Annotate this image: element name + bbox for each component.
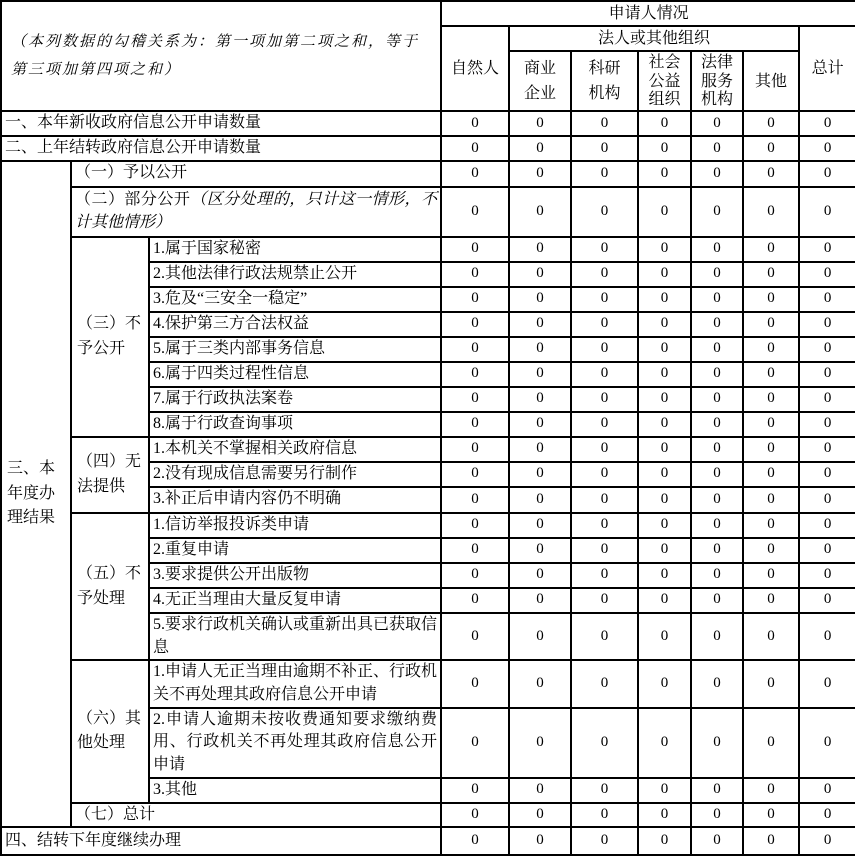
row-label xyxy=(149,262,441,287)
value-cell: 0 xyxy=(743,287,799,312)
value-cell: 0 xyxy=(743,538,799,563)
row-label-text: 四、结转下年度继续办理 xyxy=(5,831,182,849)
legal-org-header: 法人或其他组织 xyxy=(509,26,799,51)
value-cell: 0 xyxy=(571,613,638,660)
value-cell: 0 xyxy=(441,337,509,362)
value-cell: 0 xyxy=(441,660,509,707)
value-cell: 0 xyxy=(691,262,743,287)
value-cell: 0 xyxy=(571,111,638,136)
value-cell: 0 xyxy=(691,362,743,387)
value-cell: 0 xyxy=(509,563,571,588)
value-cell: 0 xyxy=(638,660,691,707)
row-label-text: 2.没有现成信息需要另行制作 xyxy=(153,464,358,482)
value-cell: 0 xyxy=(571,437,638,462)
value-cell: 0 xyxy=(441,462,509,487)
col-header-other xyxy=(743,51,799,111)
value-cell: 0 xyxy=(691,487,743,513)
row-label xyxy=(149,708,441,778)
value-cell: 0 xyxy=(509,312,571,337)
header-line: 其他 xyxy=(755,72,788,90)
value-cell: 0 xyxy=(571,708,638,778)
col-header-research-institution xyxy=(571,51,638,111)
row-label-text: 7.属于行政执法案卷 xyxy=(153,389,294,407)
col-header-lines xyxy=(747,52,795,110)
value-cell: 0 xyxy=(691,708,743,778)
value-cell: 0 xyxy=(799,803,855,828)
row-label-text: 5.属于三类内部事务信息 xyxy=(153,339,326,357)
value-cell: 0 xyxy=(638,563,691,588)
value-cell: 0 xyxy=(509,111,571,136)
header-line: 机构 xyxy=(588,85,621,103)
table-row xyxy=(1,187,855,237)
value-cell: 0 xyxy=(691,462,743,487)
value-cell: 0 xyxy=(691,412,743,437)
value-cell: 0 xyxy=(743,412,799,437)
row-label xyxy=(149,588,441,613)
col-header-natural-person: 自然人 xyxy=(441,26,509,111)
value-cell: 0 xyxy=(509,237,571,262)
value-cell: 0 xyxy=(571,337,638,362)
value-cell: 0 xyxy=(571,362,638,387)
value-cell: 0 xyxy=(638,337,691,362)
table-row xyxy=(1,827,855,855)
value-cell: 0 xyxy=(799,708,855,778)
row-label xyxy=(1,827,441,855)
col-header-total: 总计 xyxy=(799,26,855,111)
row-label-text: 3.危及“三安全一稳定” xyxy=(153,289,308,307)
value-cell: 0 xyxy=(799,513,855,538)
applicant-status-header: 申请人情况 xyxy=(441,1,855,26)
value-cell: 0 xyxy=(691,538,743,563)
value-cell: 0 xyxy=(638,111,691,136)
col-header-lines xyxy=(513,52,567,110)
value-cell: 0 xyxy=(638,588,691,613)
section-label: 三、本年度办理结果 xyxy=(1,161,71,827)
col-header-lines xyxy=(642,52,687,110)
relationship-note: （本列数据的勾稽关系为：第一项加第二项之和，等于第三项加第四项之和） xyxy=(1,1,441,111)
value-cell: 0 xyxy=(799,588,855,613)
row-label xyxy=(149,487,441,513)
row-label-text: 一、本年新收政府信息公开申请数量 xyxy=(5,114,262,132)
value-cell: 0 xyxy=(743,588,799,613)
value-cell: 0 xyxy=(509,136,571,161)
row-label-text: 1.信访举报投诉类申请 xyxy=(153,515,310,533)
row-label xyxy=(149,362,441,387)
value-cell: 0 xyxy=(441,262,509,287)
value-cell: 0 xyxy=(691,778,743,803)
value-cell: 0 xyxy=(743,708,799,778)
value-cell: 0 xyxy=(509,337,571,362)
value-cell: 0 xyxy=(571,161,638,187)
value-cell: 0 xyxy=(509,538,571,563)
value-cell: 0 xyxy=(743,563,799,588)
value-cell: 0 xyxy=(799,161,855,187)
table-body xyxy=(1,111,855,855)
value-cell: 0 xyxy=(638,136,691,161)
row-label-text: 4.保护第三方合法权益 xyxy=(153,314,310,332)
row-label xyxy=(71,803,441,828)
row-label-text: 2.重复申请 xyxy=(153,540,230,558)
value-cell: 0 xyxy=(509,778,571,803)
value-cell: 0 xyxy=(509,803,571,828)
value-cell: 0 xyxy=(691,588,743,613)
table-row xyxy=(1,111,855,136)
table-row xyxy=(1,803,855,828)
row-label-text: （二）部分公开 xyxy=(75,191,191,209)
value-cell: 0 xyxy=(743,262,799,287)
value-cell: 0 xyxy=(571,387,638,412)
value-cell: 0 xyxy=(441,538,509,563)
value-cell: 0 xyxy=(441,708,509,778)
value-cell: 0 xyxy=(441,237,509,262)
value-cell: 0 xyxy=(509,187,571,237)
value-cell: 0 xyxy=(571,803,638,828)
value-cell: 0 xyxy=(799,412,855,437)
value-cell: 0 xyxy=(799,337,855,362)
value-cell: 0 xyxy=(441,362,509,387)
value-cell: 0 xyxy=(691,287,743,312)
value-cell: 0 xyxy=(691,563,743,588)
value-cell: 0 xyxy=(638,613,691,660)
value-cell: 0 xyxy=(571,237,638,262)
value-cell: 0 xyxy=(441,778,509,803)
value-cell: 0 xyxy=(743,136,799,161)
value-cell: 0 xyxy=(743,803,799,828)
row-label xyxy=(1,136,441,161)
value-cell: 0 xyxy=(743,161,799,187)
row-label-text: 3.其他 xyxy=(153,780,198,798)
value-cell: 0 xyxy=(638,708,691,778)
value-cell: 0 xyxy=(799,187,855,237)
value-cell: 0 xyxy=(441,161,509,187)
value-cell: 0 xyxy=(691,387,743,412)
col-header-lines xyxy=(575,52,634,110)
value-cell: 0 xyxy=(799,262,855,287)
value-cell: 0 xyxy=(509,437,571,462)
group-label: （四）无法提供 xyxy=(71,437,149,513)
value-cell: 0 xyxy=(571,312,638,337)
value-cell: 0 xyxy=(638,513,691,538)
value-cell: 0 xyxy=(441,513,509,538)
value-cell: 0 xyxy=(571,513,638,538)
row-label xyxy=(71,187,441,237)
value-cell: 0 xyxy=(691,312,743,337)
table-row xyxy=(1,237,855,262)
row-label-text: 5.要求行政机关确认或重新出具已获取信息 xyxy=(153,615,438,656)
row-label-text: （一）予以公开 xyxy=(75,164,188,182)
value-cell: 0 xyxy=(441,412,509,437)
value-cell: 0 xyxy=(691,437,743,462)
value-cell: 0 xyxy=(571,538,638,563)
value-cell: 0 xyxy=(743,437,799,462)
value-cell: 0 xyxy=(441,287,509,312)
value-cell: 0 xyxy=(571,563,638,588)
value-cell: 0 xyxy=(691,337,743,362)
row-label xyxy=(149,613,441,660)
row-label-text: 6.属于四类过程性信息 xyxy=(153,364,310,382)
row-label xyxy=(149,312,441,337)
col-header-social-welfare-org xyxy=(638,51,691,111)
value-cell: 0 xyxy=(743,387,799,412)
row-label-text: 4.无正当理由大量反复申请 xyxy=(153,590,342,608)
value-cell: 0 xyxy=(799,136,855,161)
value-cell: 0 xyxy=(638,487,691,513)
header-line: 服务 xyxy=(701,72,734,90)
value-cell: 0 xyxy=(799,312,855,337)
value-cell: 0 xyxy=(571,827,638,855)
header-line: 企业 xyxy=(524,85,557,103)
value-cell: 0 xyxy=(691,827,743,855)
value-cell: 0 xyxy=(638,827,691,855)
header-line: 组织 xyxy=(648,91,681,109)
value-cell: 0 xyxy=(441,437,509,462)
value-cell: 0 xyxy=(799,462,855,487)
value-cell: 0 xyxy=(509,387,571,412)
row-label xyxy=(149,660,441,707)
row-label xyxy=(149,437,441,462)
row-label-text: 1.属于国家秘密 xyxy=(153,239,262,257)
value-cell: 0 xyxy=(509,613,571,660)
row-label xyxy=(149,287,441,312)
table-row xyxy=(1,136,855,161)
header-row-applicant xyxy=(1,1,855,26)
value-cell: 0 xyxy=(691,513,743,538)
row-label xyxy=(149,778,441,803)
value-cell: 0 xyxy=(638,262,691,287)
row-label xyxy=(71,161,441,187)
value-cell: 0 xyxy=(638,778,691,803)
value-cell: 0 xyxy=(743,660,799,707)
value-cell: 0 xyxy=(509,161,571,187)
value-cell: 0 xyxy=(691,187,743,237)
value-cell: 0 xyxy=(441,136,509,161)
col-header-legal-service-org xyxy=(691,51,743,111)
row-label-text: 2.申请人逾期未按收费通知要求缴纳费用、行政机关不再处理其政府信息公开申请 xyxy=(153,710,438,774)
value-cell: 0 xyxy=(509,660,571,707)
value-cell: 0 xyxy=(571,660,638,707)
value-cell: 0 xyxy=(743,111,799,136)
row-label xyxy=(149,387,441,412)
value-cell: 0 xyxy=(509,588,571,613)
value-cell: 0 xyxy=(743,237,799,262)
value-cell: 0 xyxy=(743,462,799,487)
value-cell: 0 xyxy=(509,412,571,437)
value-cell: 0 xyxy=(799,437,855,462)
value-cell: 0 xyxy=(441,487,509,513)
value-cell: 0 xyxy=(441,827,509,855)
value-cell: 0 xyxy=(509,262,571,287)
value-cell: 0 xyxy=(799,362,855,387)
row-label-text: 1.申请人无正当理由逾期不补正、行政机关不再处理其政府信息公开申请 xyxy=(153,663,438,703)
value-cell: 0 xyxy=(799,778,855,803)
value-cell: 0 xyxy=(691,136,743,161)
value-cell: 0 xyxy=(691,660,743,707)
value-cell: 0 xyxy=(691,237,743,262)
value-cell: 0 xyxy=(638,412,691,437)
value-cell: 0 xyxy=(691,161,743,187)
value-cell: 0 xyxy=(743,187,799,237)
value-cell: 0 xyxy=(743,613,799,660)
value-cell: 0 xyxy=(571,778,638,803)
row-label-text: 2.其他法律行政法规禁止公开 xyxy=(153,264,358,282)
value-cell: 0 xyxy=(638,437,691,462)
row-label-text: 3.补正后申请内容仍不明确 xyxy=(153,490,342,508)
value-cell: 0 xyxy=(799,111,855,136)
value-cell: 0 xyxy=(638,387,691,412)
table-row xyxy=(1,161,855,187)
value-cell: 0 xyxy=(799,538,855,563)
row-label-text: 1.本机关不掌握相关政府信息 xyxy=(153,439,358,457)
row-label xyxy=(149,563,441,588)
value-cell: 0 xyxy=(509,708,571,778)
value-cell: 0 xyxy=(743,827,799,855)
value-cell: 0 xyxy=(571,287,638,312)
value-cell: 0 xyxy=(638,161,691,187)
value-cell: 0 xyxy=(638,237,691,262)
value-cell: 0 xyxy=(691,613,743,660)
table-row xyxy=(1,660,855,707)
value-cell: 0 xyxy=(799,660,855,707)
value-cell: 0 xyxy=(509,287,571,312)
value-cell: 0 xyxy=(799,827,855,855)
table-row xyxy=(1,437,855,462)
header-line: 社会 xyxy=(648,53,681,71)
row-label xyxy=(1,111,441,136)
value-cell: 0 xyxy=(799,563,855,588)
value-cell: 0 xyxy=(509,487,571,513)
row-label xyxy=(149,337,441,362)
row-label xyxy=(149,538,441,563)
value-cell: 0 xyxy=(509,462,571,487)
col-header-lines xyxy=(695,52,739,110)
value-cell: 0 xyxy=(799,613,855,660)
value-cell: 0 xyxy=(509,513,571,538)
row-label-text: 8.属于行政查询事项 xyxy=(153,414,294,432)
value-cell: 0 xyxy=(743,337,799,362)
value-cell: 0 xyxy=(799,387,855,412)
header-line: 科研 xyxy=(588,59,621,77)
value-cell: 0 xyxy=(638,538,691,563)
value-cell: 0 xyxy=(691,803,743,828)
value-cell: 0 xyxy=(571,487,638,513)
value-cell: 0 xyxy=(638,187,691,237)
value-cell: 0 xyxy=(638,462,691,487)
value-cell: 0 xyxy=(743,778,799,803)
value-cell: 0 xyxy=(441,187,509,237)
value-cell: 0 xyxy=(638,312,691,337)
header-line: 商业 xyxy=(524,59,557,77)
value-cell: 0 xyxy=(441,803,509,828)
value-cell: 0 xyxy=(799,237,855,262)
value-cell: 0 xyxy=(441,588,509,613)
value-cell: 0 xyxy=(638,362,691,387)
row-label-text: （七）总计 xyxy=(75,805,156,823)
row-label xyxy=(149,237,441,262)
row-label xyxy=(149,513,441,538)
row-label xyxy=(149,412,441,437)
col-header-business-enterprise xyxy=(509,51,571,111)
value-cell: 0 xyxy=(571,187,638,237)
header-line: 公益 xyxy=(648,72,681,90)
row-label-text: 二、上年结转政府信息公开申请数量 xyxy=(5,139,262,157)
value-cell: 0 xyxy=(571,412,638,437)
value-cell: 0 xyxy=(441,387,509,412)
row-label xyxy=(149,462,441,487)
value-cell: 0 xyxy=(441,613,509,660)
value-cell: 0 xyxy=(799,287,855,312)
table-header xyxy=(1,1,855,111)
value-cell: 0 xyxy=(441,312,509,337)
value-cell: 0 xyxy=(799,487,855,513)
header-line: 机构 xyxy=(701,91,734,109)
value-cell: 0 xyxy=(743,513,799,538)
value-cell: 0 xyxy=(441,563,509,588)
value-cell: 0 xyxy=(571,462,638,487)
row-label-text: 3.要求提供公开出版物 xyxy=(153,565,310,583)
value-cell: 0 xyxy=(441,111,509,136)
value-cell: 0 xyxy=(743,487,799,513)
table-row xyxy=(1,513,855,538)
value-cell: 0 xyxy=(509,827,571,855)
value-cell: 0 xyxy=(571,136,638,161)
value-cell: 0 xyxy=(638,803,691,828)
header-line: 法律 xyxy=(701,53,734,71)
group-label: （五）不予处理 xyxy=(71,513,149,660)
value-cell: 0 xyxy=(743,362,799,387)
value-cell: 0 xyxy=(571,588,638,613)
value-cell: 0 xyxy=(638,287,691,312)
value-cell: 0 xyxy=(691,111,743,136)
row-label-note: （区分处理的，只计这一情形，不计其他情形） xyxy=(75,191,438,231)
group-label: （三）不予公开 xyxy=(71,237,149,437)
value-cell: 0 xyxy=(509,362,571,387)
value-cell: 0 xyxy=(571,262,638,287)
value-cell: 0 xyxy=(743,312,799,337)
group-label: （六）其他处理 xyxy=(71,660,149,802)
